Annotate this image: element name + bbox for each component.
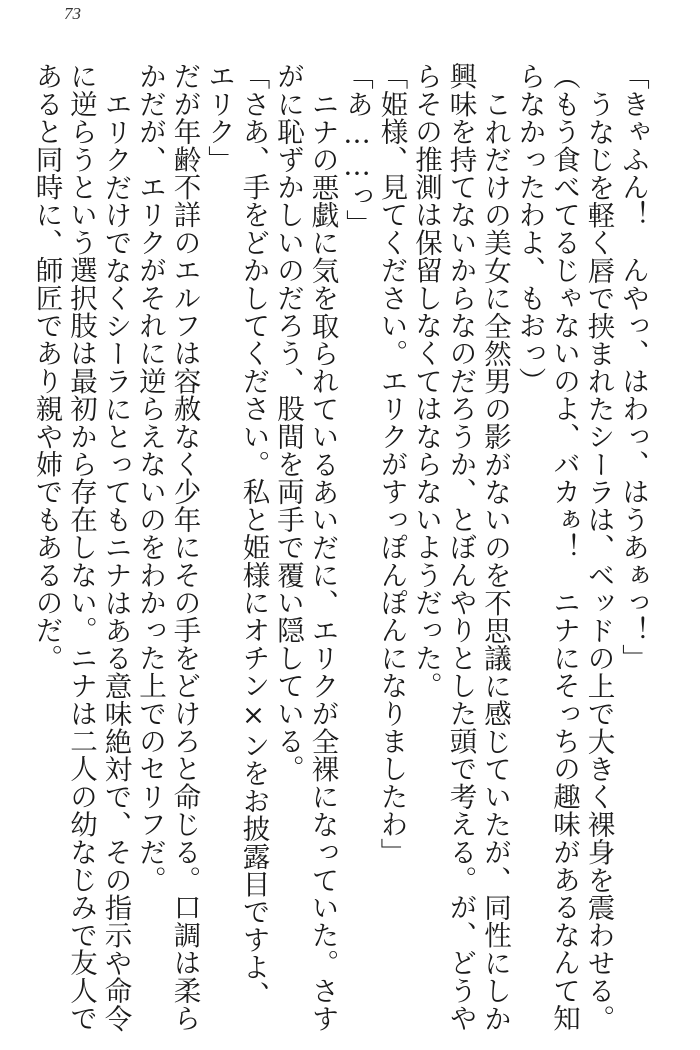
paragraph-3: （もう食べてるじゃないのよ、バカぁ！ ニナにそっちの趣味があるなんて知らなかったわよ、もおっ） bbox=[513, 62, 580, 1032]
paragraph-4: これだけの美女に全然男の影がないのを不思議に感じていたが、同性にしか興味を持てないからなのだろうか、とぼんやりとした頭で考える。が、どうやらその推測は保留しなくてはならないようだった。 bbox=[410, 62, 511, 1032]
paragraph-2: うなじを軽く唇で挟まれたシーラは、ベッドの上で大きく裸身を震わせる。 bbox=[582, 89, 615, 1032]
paragraph-1: 「きゃふん！ んやっ、はわっ、はうあぁっ！」 bbox=[617, 62, 649, 672]
paragraph-8: 「さあ、手をどかしてください。私と姫様にオチン×ンをお披露目ですよ、エリク」 bbox=[203, 62, 270, 1009]
paragraph-7: ニナの悪戯に気を取られているあいだに、エリクが全裸になっていた。さすがに恥ずかしいのだろう、股間を両手で覆い隠している。 bbox=[272, 62, 339, 1032]
paragraph-10: エリクだけでなくシーラにとってもニナはある意味絶対で、その指示や命令に逆らうという選択肢は最初から存在しない。ニナは二人の幼なじみで友人であると同時に、師匠であり親や姉でもあるのだ。 bbox=[30, 62, 132, 1032]
page-number: 73 bbox=[64, 4, 81, 23]
paragraph-9: だが年齢不詳のエルフは容赦なく少年にその手をどけろと命じる。口調は柔らかだが、エリクがそれに逆らえないのをわかった上でのセリフだ。 bbox=[134, 62, 201, 1032]
novel-text-body bbox=[30, 62, 650, 1032]
paragraph-5: 「姫様、見てください。エリクがすっぽんぽんになりましたわ」 bbox=[375, 62, 408, 866]
paragraph-6: 「あ……っ」 bbox=[341, 62, 373, 238]
